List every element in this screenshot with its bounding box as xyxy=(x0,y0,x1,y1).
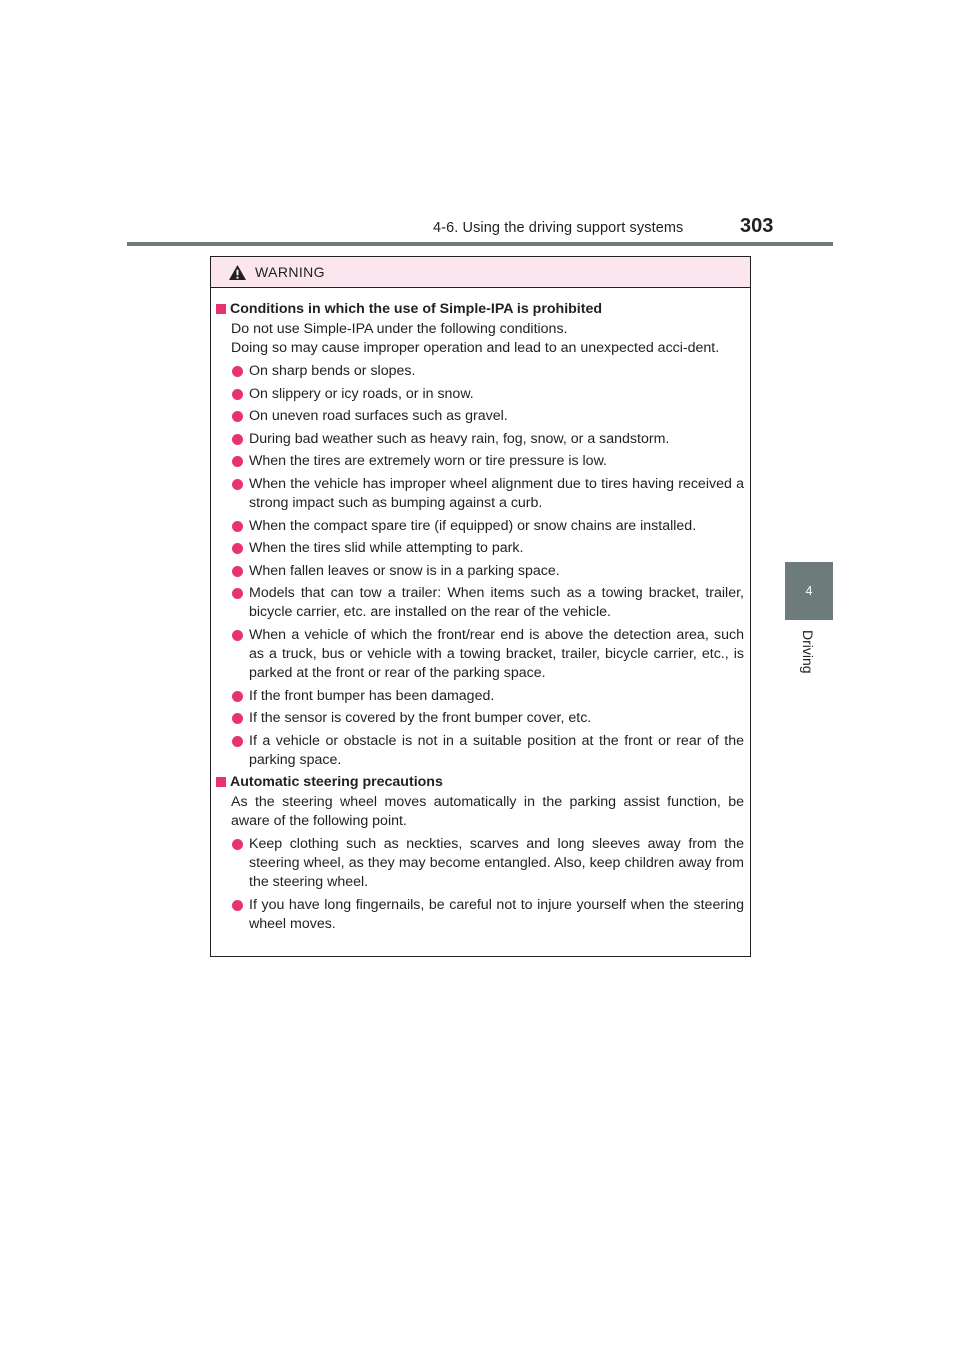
square-bullet-icon xyxy=(216,304,226,314)
bullet-dot-icon xyxy=(232,479,243,490)
list-item: When the tires are extremely worn or tire pressure is low. xyxy=(232,452,744,471)
list-item: If a vehicle or obstacle is not in a suitable position at the front or rear of the parking space. xyxy=(232,732,744,770)
list-item: When the vehicle has improper wheel alignment due to tires having received a strong impact such as bumping against a curb. xyxy=(232,475,744,513)
list-item: On slippery or icy roads, or in snow. xyxy=(232,385,744,404)
bullet-dot-icon xyxy=(232,691,243,702)
list-item: If you have long fingernails, be careful not to injure yourself when the steering wheel moves. xyxy=(232,896,744,934)
bullet-dot-icon xyxy=(232,839,243,850)
bullet-dot-icon xyxy=(232,900,243,911)
section-intro: Doing so may cause improper operation and lead to an unexpected acci-dent. xyxy=(231,340,720,356)
chapter-number: 4 xyxy=(805,584,813,598)
list-item: Keep clothing such as neckties, scarves and long sleeves away from the steering wheel, as they may become entangled. Also, keep children away from the steering wheel. xyxy=(232,835,744,892)
list-item: Models that can tow a trailer: When items such as a towing bracket, trailer, bicycle carrier, etc. are installed on the rear of the vehicle. xyxy=(232,584,744,622)
bullet-dot-icon xyxy=(232,389,243,400)
page-number: 303 xyxy=(740,215,774,237)
list-item: When the tires slid while attempting to park. xyxy=(232,539,744,558)
condition-list xyxy=(216,362,744,770)
bullet-dot-icon xyxy=(232,566,243,577)
bullet-dot-icon xyxy=(232,521,243,532)
list-item: On sharp bends or slopes. xyxy=(232,362,744,381)
list-item: When fallen leaves or snow is in a parking space. xyxy=(232,562,744,581)
section-heading: Automatic steering precautions xyxy=(216,773,744,792)
list-item: If the sensor is covered by the front bumper cover, etc. xyxy=(232,709,744,728)
list-item: If the front bumper has been damaged. xyxy=(232,687,744,706)
section-intro: As the steering wheel moves automatically in the parking assist function, be aware of the following point. xyxy=(231,794,744,830)
bullet-dot-icon xyxy=(232,456,243,467)
bullet-dot-icon xyxy=(232,713,243,724)
header-rule xyxy=(127,242,833,246)
bullet-dot-icon xyxy=(232,630,243,641)
list-item: On uneven road surfaces such as gravel. xyxy=(232,407,744,426)
list-item: During bad weather such as heavy rain, fog, snow, or a sandstorm. xyxy=(232,430,744,449)
warning-triangle-icon xyxy=(228,264,247,281)
section-intro: Do not use Simple-IPA under the following conditions. xyxy=(231,321,568,337)
square-bullet-icon xyxy=(216,777,226,787)
bullet-dot-icon xyxy=(232,434,243,445)
section-heading: Conditions in which the use of Simple-IPA is prohibited xyxy=(216,300,744,319)
warning-header xyxy=(211,257,750,288)
bullet-dot-icon xyxy=(232,543,243,554)
warning-body xyxy=(211,288,750,934)
chapter-label: Driving xyxy=(800,630,816,674)
warning-title: WARNING xyxy=(255,264,325,280)
precaution-list xyxy=(216,835,744,934)
bullet-dot-icon xyxy=(232,366,243,377)
list-item: When the compact spare tire (if equipped) or snow chains are installed. xyxy=(232,517,744,536)
bullet-dot-icon xyxy=(232,588,243,599)
chapter-tab[interactable] xyxy=(785,562,833,620)
list-item: When a vehicle of which the front/rear end is above the detection area, such as a truck, bus or vehicle with a towing bracket, trailer, bicycle carrier, etc., is parked at the front or rear of the parking space. xyxy=(232,626,744,683)
section-title: 4-6. Using the driving support systems xyxy=(433,220,684,236)
bullet-dot-icon xyxy=(232,411,243,422)
warning-box xyxy=(210,256,751,957)
bullet-dot-icon xyxy=(232,736,243,747)
